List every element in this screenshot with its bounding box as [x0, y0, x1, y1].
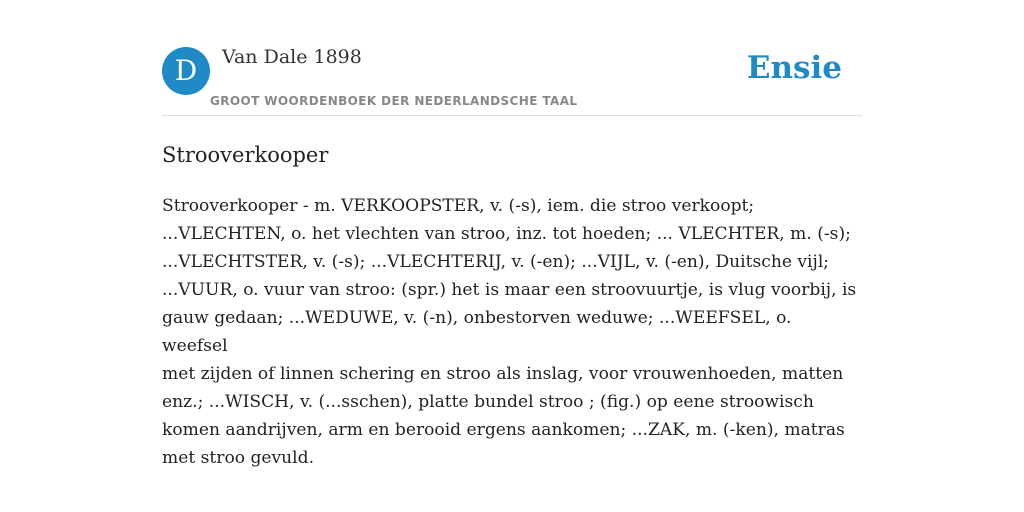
definition-line: met zijden of linnen schering en stroo als inslag, voor vrouwenhoeden, matten [162, 364, 844, 384]
definition-line: Strooverkooper - m. VERKOOPSTER, v. (-s), iem. die stroo verkoopt; [162, 196, 755, 216]
definition-line: ...VLECHTEN, o. het vlechten van stroo, inz. tot hoeden; ... VLECHTER, m. (-s); [162, 224, 851, 244]
entry-card [162, 44, 862, 472]
definition-line: komen aandrijven, arm en berooid ergens aankomen; ...ZAK, m. (-ken), matras [162, 420, 845, 440]
definition-line: ...VLECHTSTER, v. (-s); ...VLECHTERIJ, v. (-en); ...VIJL, v. (-en), Duitsche vijl; [162, 252, 830, 272]
definition-line: met stroo gevuld. [162, 448, 315, 468]
brand-logo[interactable]: Ensie [746, 50, 842, 86]
entry-title: Strooverkooper [162, 143, 329, 167]
source-subtitle: GROOT WOORDENBOEK DER NEDERLANDSCHE TAAL [210, 94, 578, 108]
entry-header [162, 44, 862, 116]
definition-line: enz.; ...WISCH, v. (...sschen), platte bundel stroo ; (fig.) op eene stroowisch [162, 392, 814, 412]
definition-line: ...VUUR, o. vuur van stroo: (spr.) het is maar een stroovuurtje, is vlug voorbij, is [162, 280, 857, 300]
entry-definition [162, 192, 862, 472]
definition-line: gauw gedaan; ...WEDUWE, v. (-n), onbestorven weduwe; ...WEEFSEL, o. weefsel [162, 308, 792, 356]
source-avatar[interactable]: D [162, 47, 210, 95]
source-title[interactable]: Van Dale 1898 [222, 46, 362, 68]
